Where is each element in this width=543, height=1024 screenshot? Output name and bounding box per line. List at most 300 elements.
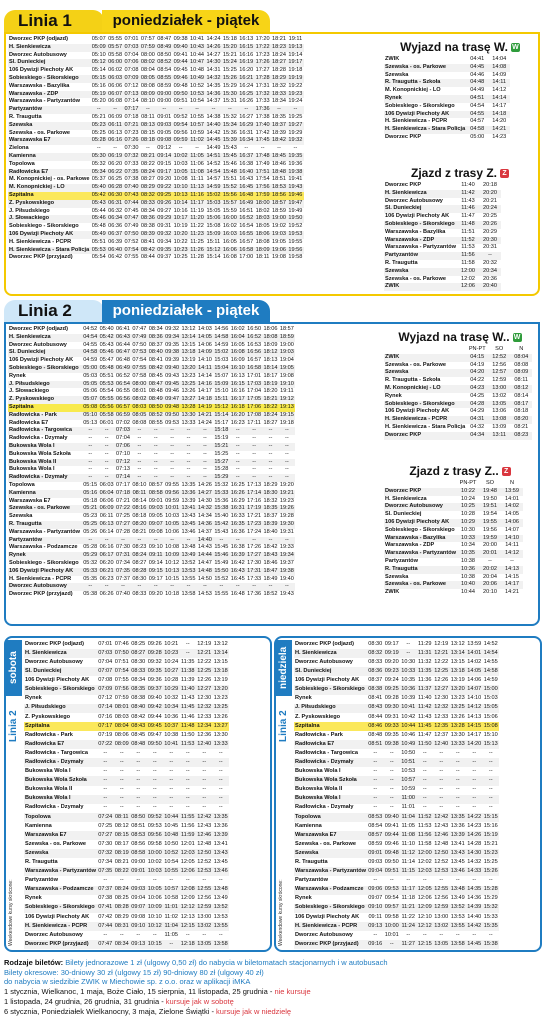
departure-time: 19:00	[272, 215, 286, 222]
departure-time: 17:05	[247, 396, 262, 403]
departure-time: 17:49	[255, 160, 270, 167]
departure-time: 10:19	[173, 223, 188, 230]
departure-time: 13:05	[196, 940, 213, 949]
departure-time: 19:24	[288, 98, 303, 105]
departure-time: --	[383, 795, 400, 804]
departure-time: --	[488, 786, 493, 793]
departure-time: 11:45	[179, 704, 196, 713]
table-row	[294, 667, 499, 676]
departure-time: 16:36	[230, 528, 245, 535]
departure-time: 08:51	[367, 740, 384, 749]
departure-time: 05:53	[99, 380, 114, 387]
departure-time: --	[146, 776, 163, 785]
departure-time: 10:55	[163, 867, 180, 876]
departure-time: 18:05	[255, 223, 270, 230]
departure-time: 15:55	[214, 591, 229, 598]
stop-name: Sl. Dunieckiej	[384, 205, 457, 213]
departure-time: 20:24	[479, 205, 501, 213]
departure-time: 04:46	[470, 71, 485, 78]
departure-time: 11:53	[417, 822, 432, 829]
departure-time: 09:00	[131, 859, 146, 865]
departure-time: 12:46	[196, 831, 213, 840]
departure-time: 08:50	[157, 51, 172, 58]
stop-name: Radłowicka - Dzymały	[8, 474, 82, 482]
departure-time: 08:09	[140, 90, 155, 97]
departure-time: 18:53	[272, 184, 286, 191]
departure-time: 12:32	[433, 704, 450, 713]
departure-time: --	[212, 776, 229, 785]
departure-time: 07:22	[97, 740, 114, 749]
table-row	[294, 695, 499, 704]
table-row	[384, 229, 501, 237]
departure-time: --	[131, 583, 147, 591]
departure-time: 19:13	[288, 43, 303, 50]
departure-time: 10:58	[164, 895, 179, 902]
departure-time: 14:26	[197, 482, 212, 489]
departure-time: 13:39	[181, 497, 196, 504]
sunday-line-label: Linia 2	[276, 706, 292, 746]
departure-time: 14:38	[206, 114, 221, 121]
table-row	[384, 416, 532, 424]
stop-name: Dworzec Autobusowy	[295, 658, 353, 665]
stop-name: 106 Dywizji Piechoty AK	[25, 677, 90, 684]
stop-name: Rynek	[8, 552, 82, 560]
stop-name: Kamienna	[8, 153, 91, 161]
departure-time: 08:10	[140, 98, 155, 105]
departure-time: 15:46	[214, 552, 229, 559]
departure-time: 08:19	[113, 849, 130, 858]
table-row	[384, 558, 523, 566]
departure-time: 19:54	[482, 511, 497, 518]
departure-time: --	[238, 106, 254, 114]
departure-time: 07:44	[97, 922, 114, 931]
departure-time: --	[293, 145, 298, 152]
departure-time: 09:57	[383, 904, 400, 913]
departure-time: 19:34	[279, 552, 294, 559]
departure-time: --	[137, 435, 142, 442]
departure-time: --	[218, 768, 223, 775]
departure-time: 11:22	[190, 223, 204, 230]
departure-time: 18:08	[263, 333, 278, 340]
stop-name: Zielona	[9, 145, 29, 152]
table-row	[294, 640, 499, 649]
departure-time: 14:43	[197, 544, 212, 551]
departure-time: 09:52	[173, 114, 188, 121]
departure-time: 08:39	[140, 231, 155, 238]
departure-time: 16:52	[247, 333, 262, 340]
stop-name: 106 Dywizji Piechoty AK	[385, 408, 450, 415]
departure-time: 10:16	[173, 207, 188, 214]
table-row	[384, 519, 523, 527]
departure-time: 17:03	[247, 380, 262, 387]
departure-time: 15:36	[214, 497, 229, 504]
departure-time: 07:35	[115, 567, 130, 574]
departure-time: 17:21	[247, 513, 262, 520]
departure-time: 09:14	[157, 153, 172, 160]
departure-time: 18:45	[272, 153, 286, 160]
table-row	[294, 840, 499, 849]
departure-time: 17:27	[247, 552, 262, 559]
departure-time: 10:33	[400, 667, 417, 676]
departure-time: 13:35	[181, 482, 196, 489]
table-row	[8, 357, 295, 365]
departure-time: 15:20	[222, 43, 237, 50]
departure-time: 09:01	[130, 867, 147, 876]
departure-time: 19:19	[288, 75, 303, 82]
departure-time: 15:21	[483, 840, 498, 847]
departure-time: --	[115, 583, 131, 591]
departure-time: 04:29	[470, 408, 485, 415]
departure-time: 08:20	[132, 521, 147, 528]
departure-time: --	[246, 537, 262, 545]
departure-time: 08:14	[132, 497, 147, 504]
departure-time: --	[185, 640, 190, 647]
departure-time: 09:19	[383, 649, 400, 658]
departure-time: 06:16	[99, 544, 114, 551]
departure-time: --	[218, 931, 223, 938]
departure-time: 20:04	[482, 573, 497, 580]
departure-time: 15:32	[222, 114, 237, 121]
departure-time: 10:47	[190, 59, 205, 66]
departure-time: 09:01	[148, 497, 163, 504]
departure-time: 11:21	[400, 904, 417, 913]
departure-time: 16:43	[239, 176, 254, 183]
departure-time: 09:48	[165, 404, 180, 411]
departure-time: 12:53	[433, 867, 450, 876]
departure-time: --	[185, 768, 190, 775]
departure-time: --	[244, 145, 249, 152]
departure-time: 09:15	[157, 160, 172, 167]
departure-time: 07:03	[124, 43, 139, 50]
departure-time: 09:00	[157, 98, 172, 105]
departure-time: --	[186, 450, 191, 457]
departure-time: 12:30	[197, 695, 212, 702]
departure-time: 08:01	[113, 704, 130, 713]
departure-time: 10:22	[173, 238, 188, 245]
departure-time: 12:55	[196, 886, 213, 895]
departure-time: 14:26	[466, 831, 483, 840]
departure-time: 10:12	[146, 922, 163, 931]
departure-time: 12:52	[488, 354, 510, 362]
table-header-row	[384, 346, 532, 354]
departure-time: 04:15	[466, 354, 488, 362]
departure-time: 11:43	[180, 695, 195, 702]
stop-name: H. Sienkiewicza - Stara Policja	[385, 126, 466, 133]
departure-time: 17:42	[255, 129, 270, 136]
departure-time: --	[119, 931, 124, 938]
departure-time: 07:34	[115, 560, 130, 566]
departure-time: 19:04	[279, 357, 294, 364]
departure-time: 08:34	[131, 677, 146, 684]
departure-time: 10:48	[190, 67, 205, 74]
departure-time: --	[203, 435, 207, 442]
departure-time: 10:59	[190, 129, 205, 136]
departure-time: --	[246, 583, 262, 591]
stop-name: Rynek	[384, 95, 466, 103]
departure-time: 16:21	[239, 75, 254, 82]
departure-time: --	[277, 145, 281, 152]
departure-time: 08:24	[140, 168, 155, 175]
stop-name: Warszawska - ZDP	[8, 91, 91, 99]
departure-time: 13:12	[181, 326, 196, 333]
departure-time: 10:13	[165, 567, 180, 574]
table-row	[294, 822, 499, 831]
departure-time: 13:26	[450, 713, 465, 720]
departure-time: 09:25	[383, 685, 400, 694]
departure-time: 13:46	[449, 867, 466, 876]
stop-name: Bukowska Wola II	[8, 459, 82, 467]
departure-time: 13:28	[181, 404, 196, 411]
departure-time: 17:08	[247, 411, 262, 418]
departure-time: --	[202, 931, 207, 938]
departure-time: --	[252, 466, 256, 473]
departure-time: --	[367, 758, 384, 767]
departure-time: 10:52	[190, 82, 205, 89]
departure-time: 11:13	[190, 184, 204, 191]
departure-time: 04:52	[83, 326, 98, 333]
line1-section	[4, 10, 540, 296]
departure-time: 07:28	[115, 528, 130, 535]
table-row	[24, 740, 229, 749]
departure-time: 14:50	[197, 575, 212, 582]
departure-time: 14:55	[483, 658, 498, 665]
departure-time: 15:33	[214, 489, 229, 496]
departure-time: 05:51	[99, 372, 114, 379]
departure-time: 13:18	[181, 349, 196, 356]
departure-time: 05:23	[83, 513, 98, 520]
departure-time: 13:23	[181, 372, 196, 379]
departure-time: 08:33	[132, 591, 147, 598]
departure-time: 12:50	[196, 849, 213, 858]
departure-time: 09:39	[165, 357, 180, 364]
departure-time: 09:05	[148, 513, 163, 520]
departure-time: 14:11	[505, 542, 519, 549]
departure-time: 10:00	[383, 922, 400, 931]
departure-time: 15:32	[214, 482, 229, 489]
line2-depot-out	[384, 328, 536, 440]
stop-name: Partyzantów	[8, 106, 91, 114]
departure-time: --	[422, 877, 427, 884]
stop-name: Bukowska Wola Szkoła	[9, 450, 71, 457]
departure-time: 07:40	[124, 184, 139, 191]
table-row	[294, 767, 499, 776]
stop-name: R. Traugutta	[8, 521, 82, 529]
departure-time: 15:30	[222, 90, 237, 97]
departure-time: 09:56	[165, 489, 180, 496]
departure-time: --	[164, 443, 180, 451]
departure-time: 13:39	[212, 831, 229, 840]
departure-time: 07:21	[115, 497, 130, 504]
table-row	[8, 75, 304, 83]
stop-name: Topolowa	[9, 482, 35, 489]
departure-time: 04:48	[466, 79, 488, 87]
table-row	[384, 385, 532, 393]
departure-time: 10:44	[460, 589, 475, 596]
departure-time: 09:03	[130, 886, 147, 895]
departure-time: 05:40	[91, 184, 106, 191]
departure-time: 07:06	[124, 59, 139, 66]
departure-time: 09:45	[146, 722, 163, 731]
departure-time: 10:25	[457, 503, 479, 511]
table-row	[8, 404, 295, 412]
departure-time: 14:49	[206, 145, 221, 152]
departure-time: --	[82, 474, 98, 482]
departure-time: --	[455, 804, 460, 811]
departure-time: --	[268, 450, 273, 457]
departure-time: 09:42	[146, 704, 163, 713]
departure-time: --	[262, 459, 278, 467]
stop-name: Rynek	[295, 895, 312, 902]
departure-time: 13:26	[213, 713, 228, 720]
table-row	[384, 527, 523, 535]
departure-time: 08:14	[514, 392, 529, 399]
departure-time: --	[422, 786, 427, 793]
table-row	[8, 192, 304, 200]
table-row	[8, 334, 295, 342]
departure-time: --	[230, 443, 246, 451]
departure-time: 13:59	[501, 488, 523, 496]
departure-time: 09:35	[146, 667, 163, 676]
departure-time: 13:45	[450, 859, 465, 865]
departure-time: 08:37	[148, 341, 163, 348]
table-row	[24, 913, 229, 922]
departure-time: 15:25	[483, 859, 498, 865]
departure-time: 14:06	[197, 341, 212, 348]
departure-time: 05:42	[91, 192, 106, 199]
departure-time: 15:18	[214, 427, 229, 434]
departure-time: --	[252, 435, 256, 442]
departure-time: 20:00	[482, 542, 497, 549]
departure-time: --	[455, 749, 460, 756]
saturday-note: Weekendowe kursy skrócone:	[8, 879, 14, 946]
departure-time: 06:07	[108, 90, 123, 97]
departure-time: 15:38	[214, 505, 229, 512]
table-row	[294, 658, 499, 667]
departure-time: 12:56	[434, 895, 449, 902]
departure-time: 08:40	[148, 349, 163, 356]
table-row	[8, 591, 295, 599]
stop-name: Warszawska E7	[294, 831, 367, 840]
departure-time: --	[97, 758, 114, 767]
departure-time: 05:46	[99, 349, 114, 356]
departure-time: 08:25	[131, 640, 146, 647]
table-row	[8, 396, 295, 404]
stop-name: Warszawska - Bazylika	[9, 82, 70, 89]
departure-time: 17:45	[255, 137, 270, 144]
departure-time: 05:00	[83, 365, 98, 372]
departure-time: 04:41	[470, 56, 485, 63]
departure-time: 10:15	[165, 575, 180, 582]
stop-name: Szpitalna	[24, 722, 97, 731]
departure-time: 10:38	[164, 731, 179, 738]
departure-time: 17:28	[255, 75, 270, 82]
departure-time: --	[136, 768, 141, 775]
departure-time: 16:51	[239, 207, 254, 214]
departure-time: 10:09	[165, 552, 180, 559]
stop-name: Topolowa	[294, 813, 367, 822]
departure-time: 15:14	[214, 411, 229, 418]
stop-name: Warszawska - Partyzantów	[385, 244, 456, 251]
departure-time: 10:44	[190, 51, 205, 58]
departure-time: 08:42	[148, 365, 163, 372]
departure-time: 14:32	[197, 505, 212, 512]
departure-time: 19:43	[279, 591, 294, 598]
table-row	[8, 145, 304, 153]
departure-time: 15:09	[214, 380, 229, 387]
stop-name: Szewska - os. Parkowe	[384, 64, 466, 72]
stop-name: Warszawska - Podzamcze	[294, 886, 367, 895]
departure-time: 16:16	[230, 388, 245, 395]
departure-time: 10:34	[460, 542, 475, 549]
departure-time: 11:18	[401, 895, 416, 902]
departure-time: 07:47	[124, 215, 139, 222]
departure-time: 15:06	[483, 713, 498, 720]
departure-time: 05:16	[83, 489, 98, 496]
departure-time: 15:17	[214, 419, 229, 426]
departure-time: 12:59	[196, 904, 213, 913]
stop-name: Sobieskiego - Sikorskiego	[8, 75, 91, 83]
departure-time: 05:08	[83, 404, 98, 411]
departure-time: 11:20	[190, 215, 204, 222]
departure-time: 19:31	[279, 528, 294, 535]
departure-time: 04:25	[470, 392, 485, 399]
departure-time: 08:41	[368, 695, 383, 702]
departure-time: 08:37	[368, 677, 383, 684]
departure-time: --	[218, 749, 223, 756]
table-row	[294, 831, 499, 840]
departure-time: --	[179, 795, 196, 804]
departure-time: 10:02	[173, 153, 188, 160]
departure-time: --	[119, 768, 124, 775]
departure-time: --	[169, 749, 174, 756]
table-row	[24, 858, 229, 867]
departure-time: --	[163, 940, 180, 949]
departure-time: 19:40	[279, 575, 294, 582]
departure-time: 08:49	[157, 43, 172, 50]
table-row	[8, 200, 304, 208]
table-row	[294, 858, 499, 867]
departure-time: 08:31	[113, 922, 130, 931]
departure-time: 07:55	[124, 254, 139, 261]
departure-time: 11:23	[190, 231, 204, 238]
departure-time: --	[373, 768, 378, 775]
line1-depot-out	[384, 38, 536, 142]
departure-time: 14:12	[492, 87, 507, 94]
departure-time: 09:40	[165, 365, 180, 372]
departure-time: 08:15	[113, 831, 130, 840]
departure-time: 14:35	[206, 82, 221, 89]
table-row	[24, 685, 229, 694]
table-row	[294, 776, 499, 785]
departure-time: --	[218, 786, 223, 793]
departure-time: 13:35	[212, 813, 229, 822]
stop-name: Partyzantów	[295, 877, 328, 884]
departure-time: --	[136, 877, 141, 884]
departure-time: 07:38	[98, 895, 113, 902]
departure-time: 07:03	[97, 649, 114, 658]
departure-time: 07:37	[115, 575, 130, 582]
table-row	[24, 795, 229, 804]
departure-time: 11:56	[180, 822, 195, 829]
stop-name: Sl. Dunieckiej	[24, 667, 97, 676]
departure-time: --	[148, 537, 164, 545]
departure-time: 13:18	[449, 667, 466, 676]
departure-time: 09:16	[367, 940, 384, 949]
departure-time: 12:40	[433, 740, 450, 749]
table-row	[24, 876, 229, 885]
departure-time: 18:39	[272, 129, 286, 136]
table-row	[384, 79, 510, 87]
